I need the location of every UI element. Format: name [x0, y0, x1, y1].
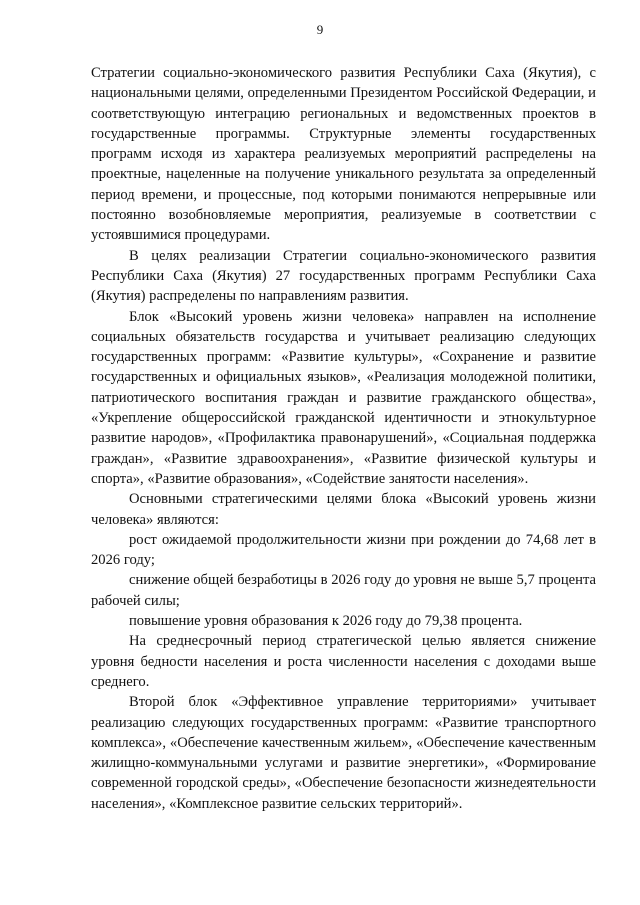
paragraph-block-high-living-standard: Блок «Высокий уровень жизни человека» направлен на исполнение социальных обязательств государства и учитывает реализацию следующих государственных программ: «Развитие культуры», «Сохранение и развитие государственных и официальных языков», «Реализация молодежной политики, патриотического воспитания граждан и развитие гражданского общества», «Укрепление общероссийской гражданской идентичности и этнокультурное развитие народов», «Профилактика правонарушений», «Социальная поддержка граждан», «Развитие здравоохранения», «Развитие физической культуры и спорта», «Развитие образования», «Содействие занятости населения».: [91, 308, 596, 487]
list-item-life-expectancy: рост ожидаемой продолжительности жизни при рождении до 74,68 лет в 2026 году;: [91, 531, 596, 569]
paragraph-strategy-goals: В целях реализации Стратегии социально-экономического развития Республики Саха (Якутия) 27 государственных программ Республики Саха (Якутия) распределены по направлениям развития.: [91, 247, 596, 305]
page-number: 9: [316, 22, 324, 37]
paragraph-strategic-goals-intro: Основными стратегическими целями блока «Высокий уровень жизни человека» являются:: [91, 491, 596, 528]
paragraph-block-territory-management: Второй блок «Эффективное управление территориями» учитывает реализацию следующих государственных программ: «Развитие транспортного комплекса», «Обеспечение качественным жильем», «Обеспечение качественным жилищно-коммунальными услугами и развитие энергетики», «Формирование современной городской среды», «Обеспечение безопасности жизнедеятельности населения», «Комплексное развитие сельских территорий».: [91, 694, 596, 812]
paragraph-medium-term-goal: На среднесрочный период стратегической целью является снижение уровня бедности населения и роста численности населения с доходами выше среднего.: [91, 633, 596, 690]
body-text: [91, 63, 596, 814]
list-item-unemployment: снижение общей безработицы в 2026 году до уровня не выше 5,7 процента рабочей силы;: [91, 572, 596, 609]
paragraph-continuation: Стратегии социально-экономического развития Республики Саха (Якутия), с национальными целями, определенными Президентом Российской Федерации, и соответствующую интеграцию региональных и ведомственных проектов в государственные программы. Структурные элементы государственных программ исходя из характера реализуемых мероприятий распределены на проектные, нацеленные на получение уникального результата за определенный период времени, и процессные, под которыми понимаются непрерывные или постоянно возобновляемые мероприятия, реализуемые в соответствии с устоявшимися процедурами.: [91, 65, 596, 244]
list-item-education: повышение уровня образования к 2026 году до 79,38 процента.: [129, 613, 523, 630]
